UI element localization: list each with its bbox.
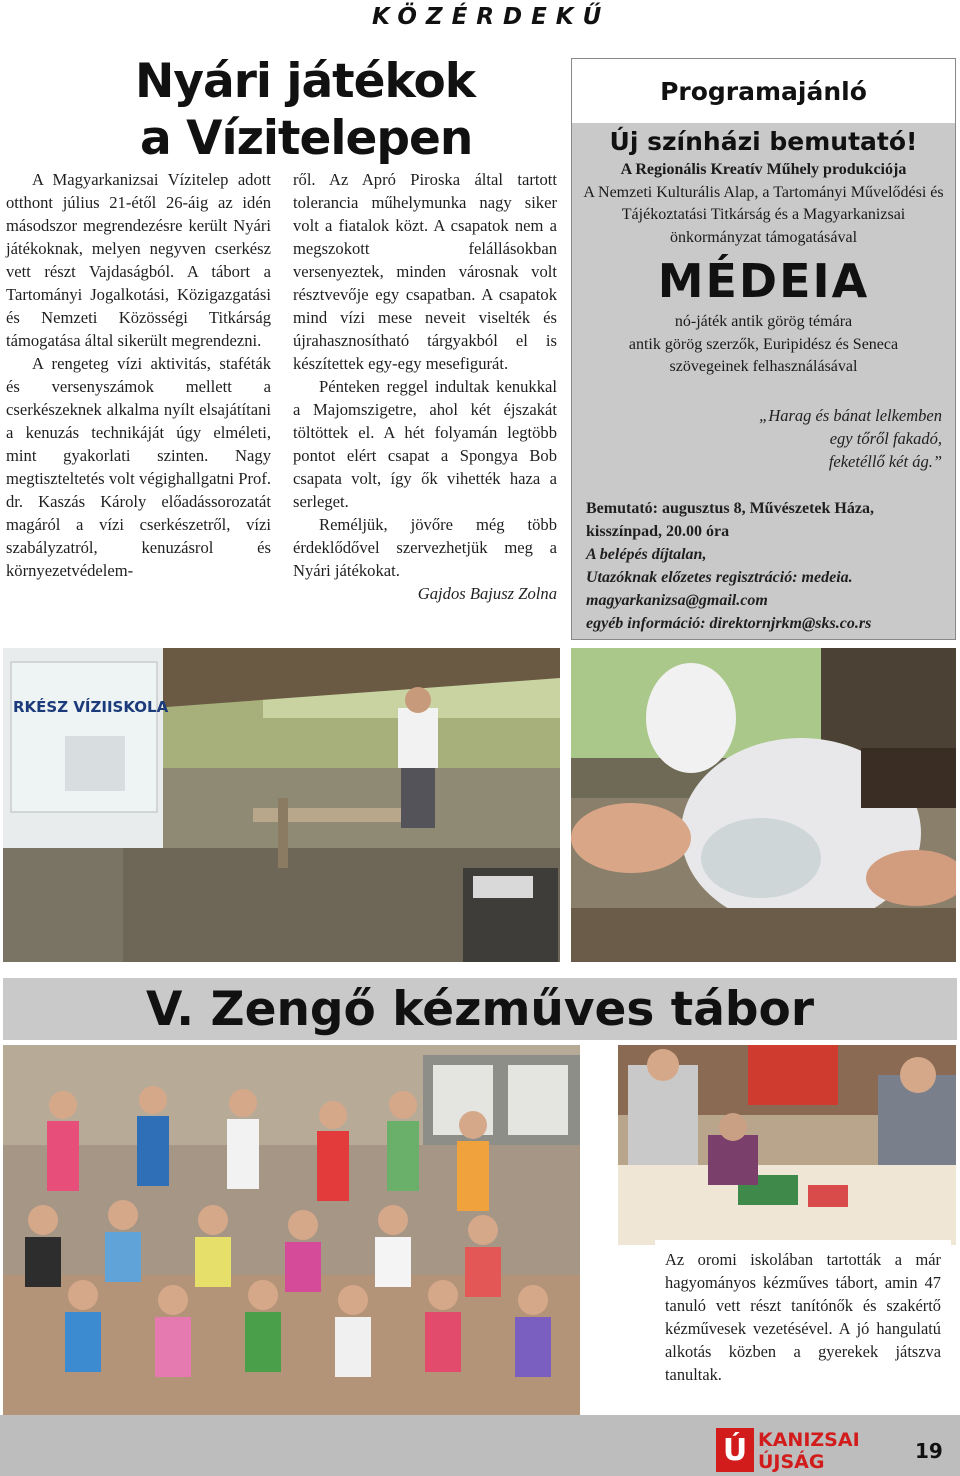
program-box	[571, 58, 956, 640]
play-quote	[692, 404, 942, 473]
article-column-2	[293, 168, 557, 605]
photo-children-image	[3, 1045, 580, 1415]
page-number: 19	[915, 1439, 943, 1463]
registration-email: magyarkanizsa@gmail.com	[586, 592, 768, 609]
photo-lecture	[3, 648, 560, 962]
photo-craft-table	[618, 1045, 956, 1245]
photo-crafting-image	[571, 648, 956, 962]
program-subheading: Új színházi bemutató!	[609, 127, 918, 156]
play-title: MÉDEIA	[657, 254, 870, 308]
paragraph: Reméljük, jövőre még több érdeklődővel szervezhetjük meg a Nyári játékokat.	[293, 515, 557, 580]
photo-craft-table-image	[618, 1045, 956, 1245]
program-heading: Programajánló	[572, 59, 955, 123]
screen-text: RKÉSZ VÍZIISKOLA	[13, 698, 169, 716]
photo-children-group	[3, 1045, 580, 1415]
quote-line: feketéllő két ág.”	[828, 452, 942, 471]
article-column-1	[6, 168, 271, 582]
paragraph: ről. Az Apró Piroska által tartott tolerancia műhelymunka nagy siker volt a fiatalok közt. A csapatok nem a megszokott felállásokban versenyeztek, minden városnak volt résztvevője egy csapatban. A csapatok mind vízi mese neveit viselték és újrahasznosítható tárgyakból el is készítettek egy-egy mesefigurát.	[293, 170, 557, 373]
article-title-line1: Nyári játékok	[135, 54, 476, 109]
logo-line-2: ÚJSÁG	[758, 1451, 825, 1473]
article-2-title: V. Zengő kézműves tábor	[145, 982, 815, 1037]
premiere-info: Bemutató: augusztus 8, Művészetek Háza, kisszínpad, 20.00 óra	[586, 500, 874, 540]
logo-mark-icon: Ú	[716, 1428, 754, 1472]
quote-line: „Harag és bánat lelkemben	[759, 406, 942, 425]
logo-line-1: KANIZSAI	[758, 1429, 860, 1451]
publication-logo	[758, 1429, 860, 1473]
article-2-caption: Az oromi iskolában tartották a már hagyományos kézműves tábort, amin 47 tanuló vett részt tanítónők és szakértő kézművesek vezetésével. A jó hangulatú alkotás közben a gyerekek játszva tanultak.	[655, 1240, 951, 1415]
program-info	[586, 497, 946, 635]
paragraph: Pénteken reggel indultak kenukkal a Majomszigetre, ahol két éjszakát töltöttek el. A hét folyamán legtöbb pontot elért csapat a Spongya Bob csapata volt, így ők vihették haza a serleget.	[293, 377, 557, 511]
contact-info: egyéb információ: direktornjrkm@sks.co.rs	[586, 615, 872, 632]
entry-info: A belépés díjtalan,	[586, 546, 707, 563]
program-support: A Nemzeti Kulturális Alap, a Tartományi Művelődési és Tájékoztatási Titkárság és a Magyarkanizsai önkormányzat támogatásával	[583, 183, 944, 246]
photo-crafting	[571, 648, 956, 962]
article-title-line2: a Vízitelepen	[140, 111, 473, 166]
paragraph: A Magyarkanizsai Vízitelep adott otthont július 21-étől 26-áig az idén másodszor megrendezésre került Nyári játékoknak, melyen negyven cserkész vett részt Vajdaságból. A tábort a Tartományi Jogalkotási, Közigazgatási és Nemzeti Közösségi Titkárság támogatása által sikerült megrendezni.	[6, 170, 271, 350]
program-producer: A Regionális Kreatív Műhely produkciója	[620, 161, 907, 178]
play-description-2: antik görög szerzők, Euripidész és Seneca szövegeinek felhasználásával	[628, 335, 899, 375]
paragraph: A rengeteg vízi aktivitás, staféták és versenyszámok mellett a cserkészeknek alkalma nyílt elsajátítani a kenuzás technikáját úgy elméleti, mint gyakorlati szinten. Nagy megtiszteltetés volt végighallgatni Prof. dr. Kaszás Károly előadássorozatát magáról a vízi cserkészetről, vízi szabályzatról, kenuzásrol és környezetvédelem-	[6, 354, 271, 580]
registration-info: Utazóknak előzetes regisztráció: medeia.	[586, 569, 853, 586]
author-signature: Gajdos Bajusz Zolna	[417, 584, 557, 603]
quote-line: egy tőről fakadó,	[829, 429, 942, 448]
section-label: KÖZÉRDEKŰ	[372, 4, 611, 30]
play-description-1: nó-játék antik görög témára	[674, 313, 853, 330]
photo-lecture-image	[3, 648, 560, 962]
program-body	[582, 127, 945, 379]
